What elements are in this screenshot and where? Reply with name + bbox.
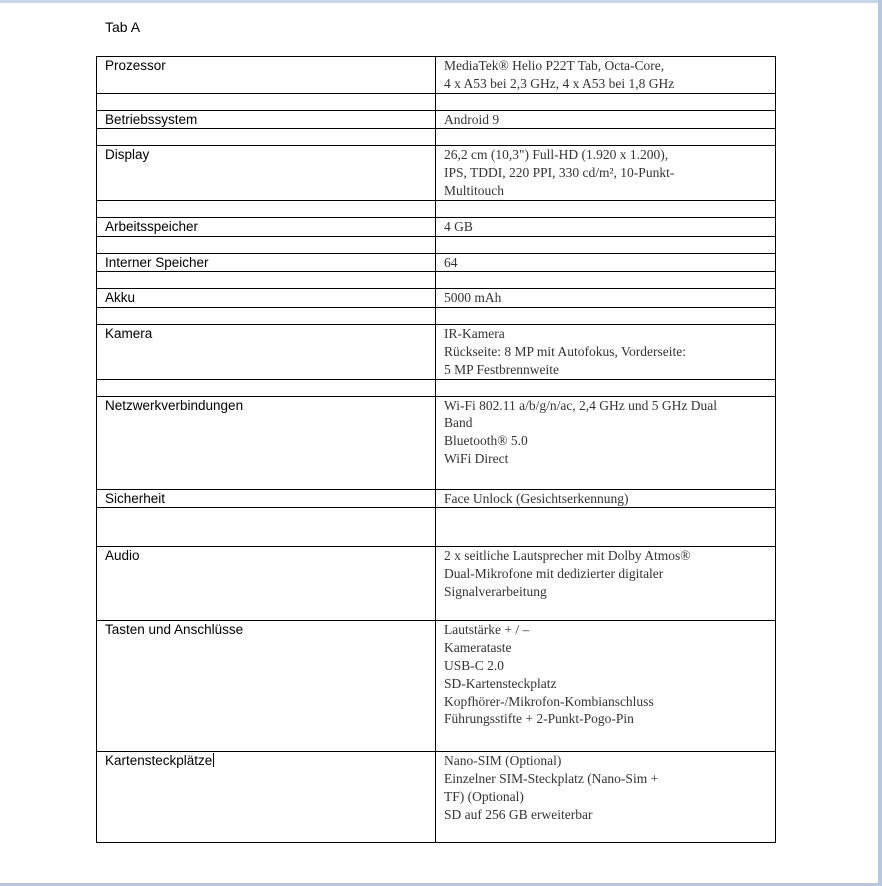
spec-label-text: Prozessor (105, 58, 166, 73)
spec-label-text: Kartensteckplätze (105, 753, 213, 769)
spec-label-text: Betriebssystem (105, 111, 198, 127)
spec-value-line: IPS, TDDI, 220 PPI, 330 cd/m², 10-Punkt- (444, 165, 675, 181)
blank-row (97, 129, 776, 146)
blank-cell[interactable] (97, 93, 436, 110)
spec-row (97, 547, 776, 621)
blank-cell[interactable] (97, 379, 436, 396)
spec-label[interactable] (97, 547, 436, 621)
window-right-edge (878, 0, 882, 886)
blank-cell[interactable] (97, 200, 436, 217)
spec-value[interactable] (436, 489, 776, 508)
spec-value[interactable] (436, 253, 776, 272)
window-top-edge (0, 0, 882, 3)
spec-label[interactable] (97, 146, 436, 200)
spec-value-line: USB-C 2.0 (444, 657, 505, 673)
blank-cell[interactable] (436, 200, 776, 217)
spec-value-line: Kopfhörer-/Mikrofon-Kombianschluss (444, 693, 654, 709)
spec-value-line: 26,2 cm (10,3") Full-HD (1.920 x 1.200), (444, 147, 669, 163)
spec-label-text: Netzwerkverbindungen (105, 397, 244, 413)
spec-label-text: Tasten und Anschlüsse (105, 622, 244, 638)
spec-value-line: IR-Kamera (444, 326, 505, 342)
spec-value-line: Wi-Fi 802.11 a/b/g/n/ac, 2,4 GHz und 5 GHz Dual (444, 397, 718, 413)
spec-label[interactable] (97, 289, 436, 308)
spec-label-text: Display (105, 147, 150, 163)
spec-label[interactable] (97, 110, 436, 129)
blank-row (97, 508, 776, 547)
spec-value-line: 5 MP Festbrennweite (444, 361, 559, 377)
blank-cell[interactable] (436, 508, 776, 547)
spec-value-line: Multitouch (444, 182, 504, 198)
spec-value-line: Bluetooth® 5.0 (444, 433, 528, 449)
spec-label[interactable] (97, 752, 436, 843)
spec-row (97, 146, 776, 200)
spec-row (97, 289, 776, 308)
spec-value-line: Band (444, 415, 473, 431)
spec-value-line: 64 (444, 254, 458, 270)
spec-row (97, 110, 776, 129)
spec-value-line: Kamerataste (444, 640, 512, 656)
blank-row (97, 272, 776, 289)
blank-cell[interactable] (436, 236, 776, 253)
spec-value[interactable] (436, 396, 776, 489)
blank-cell[interactable] (97, 308, 436, 325)
spec-label[interactable] (97, 217, 436, 236)
spec-value[interactable] (436, 57, 776, 94)
spec-label-text: Interner Speicher (105, 254, 209, 270)
spec-value-line: WiFi Direct (444, 450, 509, 466)
spec-value[interactable] (436, 110, 776, 129)
spec-row (97, 217, 776, 236)
spec-value-line: Führungsstifte + 2-Punkt-Pogo-Pin (444, 711, 634, 727)
spec-value-line: Einzelner SIM-Steckplatz (Nano-Sim + (444, 771, 659, 787)
spec-value[interactable] (436, 217, 776, 236)
spec-row (97, 489, 776, 508)
spec-value-line: SD-Kartensteckplatz (444, 675, 557, 691)
document-title: Tab A (105, 19, 141, 35)
spec-label[interactable] (97, 57, 436, 94)
spec-label-text: Sicherheit (105, 490, 166, 506)
spec-value[interactable] (436, 547, 776, 621)
blank-row (97, 236, 776, 253)
blank-cell[interactable] (436, 129, 776, 146)
spec-value-line: TF) (Optional) (444, 788, 524, 804)
blank-row (97, 308, 776, 325)
blank-cell[interactable] (97, 272, 436, 289)
spec-value-line: Dual-Mikrofone mit dedizierter digitaler (444, 566, 664, 582)
spec-label-text: Akku (105, 290, 136, 306)
blank-cell[interactable] (436, 308, 776, 325)
spec-value-line: Face Unlock (Gesichtserkennung) (444, 490, 629, 506)
blank-cell[interactable] (436, 93, 776, 110)
spec-row (97, 396, 776, 489)
spec-value-line: SD auf 256 GB erweiterbar (444, 806, 593, 822)
spec-label[interactable] (97, 253, 436, 272)
blank-cell[interactable] (436, 272, 776, 289)
spec-label-text: Audio (105, 548, 140, 564)
spec-value-line: 2 x seitliche Lautsprecher mit Dolby Atmos® (444, 548, 691, 564)
blank-cell[interactable] (97, 236, 436, 253)
spec-row (97, 253, 776, 272)
spec-value-line: 4 x A53 bei 2,3 GHz, 4 x A53 bei 1,8 GHz (444, 75, 675, 91)
spec-value-line: Android 9 (444, 111, 500, 127)
blank-row (97, 379, 776, 396)
blank-cell[interactable] (97, 129, 436, 146)
spec-label[interactable] (97, 489, 436, 508)
spec-value-line: 5000 mAh (444, 290, 502, 306)
spec-label[interactable] (97, 325, 436, 379)
blank-cell[interactable] (436, 379, 776, 396)
spec-value[interactable] (436, 289, 776, 308)
spec-value-line: MediaTek® Helio P22T Tab, Octa-Core, (444, 58, 665, 73)
spec-value[interactable] (436, 325, 776, 379)
spec-label[interactable] (97, 396, 436, 489)
blank-row (97, 200, 776, 217)
spec-value-line: Rückseite: 8 MP mit Autofokus, Vorderseite: (444, 343, 686, 359)
spec-value-line: Lautstärke + / – (444, 622, 530, 638)
spec-value-line: 4 GB (444, 218, 473, 234)
spec-row (97, 752, 776, 843)
spec-value[interactable] (436, 146, 776, 200)
spec-label-text: Kamera (105, 326, 153, 342)
text-cursor (213, 753, 214, 767)
spec-label-text: Arbeitsspeicher (105, 218, 199, 234)
blank-cell[interactable] (97, 508, 436, 547)
spec-row (97, 57, 776, 94)
spec-row (97, 325, 776, 379)
blank-row (97, 93, 776, 110)
spec-row (97, 621, 776, 752)
spec-value[interactable] (436, 621, 776, 752)
spec-value[interactable] (436, 752, 776, 843)
spec-table (96, 56, 776, 843)
spec-value-line: Nano-SIM (Optional) (444, 753, 562, 769)
spec-label[interactable] (97, 621, 436, 752)
spec-value-line: Signalverarbeitung (444, 583, 547, 599)
